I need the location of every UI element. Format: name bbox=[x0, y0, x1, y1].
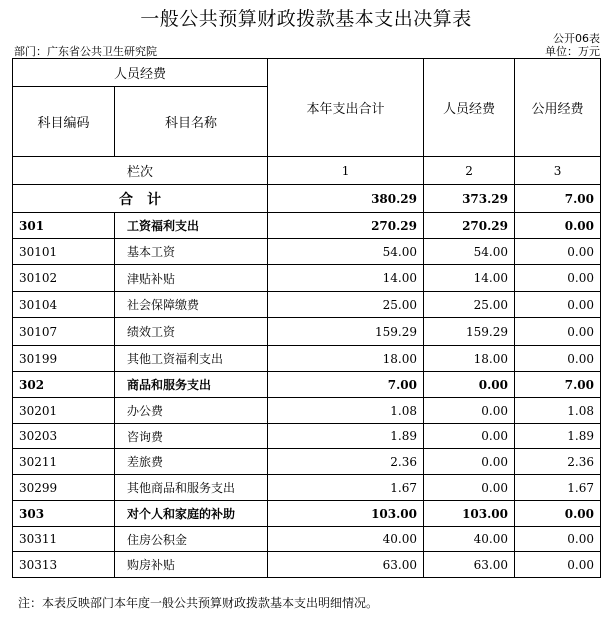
row-personnel: 40.00 bbox=[424, 527, 515, 552]
table-row bbox=[13, 265, 601, 292]
row-public: 0.00 bbox=[515, 552, 601, 578]
row-code: 303 bbox=[13, 501, 115, 527]
row-public: 1.67 bbox=[515, 475, 601, 501]
table-row bbox=[13, 239, 601, 265]
seq-2: 2 bbox=[424, 157, 515, 185]
row-code: 30102 bbox=[13, 265, 115, 292]
table-row bbox=[13, 552, 601, 578]
table-row bbox=[13, 318, 601, 346]
row-name: 住房公积金 bbox=[115, 527, 268, 552]
row-name: 办公费 bbox=[115, 398, 268, 424]
row-total: 270.29 bbox=[268, 213, 424, 239]
footnote: 注：本表反映部门本年度一般公共预算财政拨款基本支出明细情况。 bbox=[18, 596, 379, 610]
row-name: 工资福利支出 bbox=[115, 213, 268, 239]
row-personnel: 25.00 bbox=[424, 292, 515, 318]
table-row bbox=[13, 527, 601, 552]
row-personnel: 0.00 bbox=[424, 398, 515, 424]
total-row bbox=[13, 185, 601, 213]
table-row bbox=[13, 449, 601, 475]
header-public: 公用经费 bbox=[515, 59, 601, 157]
row-total: 14.00 bbox=[268, 265, 424, 292]
table-row bbox=[13, 475, 601, 501]
row-total: 1.67 bbox=[268, 475, 424, 501]
row-public: 0.00 bbox=[515, 501, 601, 527]
row-code: 30201 bbox=[13, 398, 115, 424]
seq-1: 1 bbox=[268, 157, 424, 185]
report-title: 一般公共预算财政拨款基本支出决算表 bbox=[140, 8, 472, 30]
row-public: 1.89 bbox=[515, 424, 601, 449]
row-personnel: 54.00 bbox=[424, 239, 515, 265]
total-public: 7.00 bbox=[515, 185, 601, 213]
row-personnel: 103.00 bbox=[424, 501, 515, 527]
row-name: 津贴补贴 bbox=[115, 265, 268, 292]
seq-3: 3 bbox=[515, 157, 601, 185]
row-total: 25.00 bbox=[268, 292, 424, 318]
row-public: 0.00 bbox=[515, 318, 601, 346]
row-personnel: 0.00 bbox=[424, 372, 515, 398]
header-personnel: 人员经费 bbox=[424, 59, 515, 157]
row-total: 7.00 bbox=[268, 372, 424, 398]
seq-row bbox=[13, 157, 601, 185]
row-public: 0.00 bbox=[515, 213, 601, 239]
table-row bbox=[13, 346, 601, 372]
row-name: 绩效工资 bbox=[115, 318, 268, 346]
row-personnel: 0.00 bbox=[424, 449, 515, 475]
total-label: 合 计 bbox=[13, 185, 268, 213]
row-public: 1.08 bbox=[515, 398, 601, 424]
row-code: 30199 bbox=[13, 346, 115, 372]
table-row bbox=[13, 372, 601, 398]
table-row bbox=[13, 213, 601, 239]
expenditure-table bbox=[12, 58, 601, 578]
row-total: 159.29 bbox=[268, 318, 424, 346]
row-total: 54.00 bbox=[268, 239, 424, 265]
row-total: 18.00 bbox=[268, 346, 424, 372]
header-row-group bbox=[13, 59, 601, 87]
row-personnel: 0.00 bbox=[424, 424, 515, 449]
row-code: 30107 bbox=[13, 318, 115, 346]
row-code: 30203 bbox=[13, 424, 115, 449]
row-public: 0.00 bbox=[515, 292, 601, 318]
table-row bbox=[13, 398, 601, 424]
row-total: 2.36 bbox=[268, 449, 424, 475]
row-name: 差旅费 bbox=[115, 449, 268, 475]
row-public: 0.00 bbox=[515, 239, 601, 265]
row-code: 301 bbox=[13, 213, 115, 239]
header-name: 科目名称 bbox=[115, 87, 268, 157]
unit-label: 单位：万元 bbox=[545, 45, 600, 58]
row-code: 30313 bbox=[13, 552, 115, 578]
row-total: 103.00 bbox=[268, 501, 424, 527]
row-code: 30101 bbox=[13, 239, 115, 265]
row-personnel: 159.29 bbox=[424, 318, 515, 346]
row-public: 0.00 bbox=[515, 265, 601, 292]
row-personnel: 270.29 bbox=[424, 213, 515, 239]
row-public: 2.36 bbox=[515, 449, 601, 475]
row-public: 0.00 bbox=[515, 527, 601, 552]
row-code: 302 bbox=[13, 372, 115, 398]
table-row bbox=[13, 501, 601, 527]
row-public: 0.00 bbox=[515, 346, 601, 372]
form-number: 公开06表 bbox=[553, 32, 600, 45]
table-row bbox=[13, 292, 601, 318]
row-public: 7.00 bbox=[515, 372, 601, 398]
row-total: 1.08 bbox=[268, 398, 424, 424]
row-personnel: 0.00 bbox=[424, 475, 515, 501]
row-name: 对个人和家庭的补助 bbox=[115, 501, 268, 527]
header-code: 科目编码 bbox=[13, 87, 115, 157]
row-personnel: 18.00 bbox=[424, 346, 515, 372]
row-name: 商品和服务支出 bbox=[115, 372, 268, 398]
row-name: 购房补贴 bbox=[115, 552, 268, 578]
row-code: 30299 bbox=[13, 475, 115, 501]
seq-label: 栏次 bbox=[13, 157, 268, 185]
header-total: 本年支出合计 bbox=[268, 59, 424, 157]
table-body bbox=[13, 213, 601, 578]
row-total: 63.00 bbox=[268, 552, 424, 578]
total-personnel: 373.29 bbox=[424, 185, 515, 213]
row-personnel: 14.00 bbox=[424, 265, 515, 292]
row-name: 社会保障缴费 bbox=[115, 292, 268, 318]
row-name: 咨询费 bbox=[115, 424, 268, 449]
table-row bbox=[13, 424, 601, 449]
row-total: 1.89 bbox=[268, 424, 424, 449]
row-name: 基本工资 bbox=[115, 239, 268, 265]
department-label: 部门：广东省公共卫生研究院 bbox=[14, 45, 157, 58]
row-personnel: 63.00 bbox=[424, 552, 515, 578]
row-total: 40.00 bbox=[268, 527, 424, 552]
header-group-label: 人员经费 bbox=[13, 59, 268, 87]
row-code: 30211 bbox=[13, 449, 115, 475]
row-name: 其他商品和服务支出 bbox=[115, 475, 268, 501]
row-name: 其他工资福利支出 bbox=[115, 346, 268, 372]
row-code: 30311 bbox=[13, 527, 115, 552]
total-amount: 380.29 bbox=[268, 185, 424, 213]
row-code: 30104 bbox=[13, 292, 115, 318]
